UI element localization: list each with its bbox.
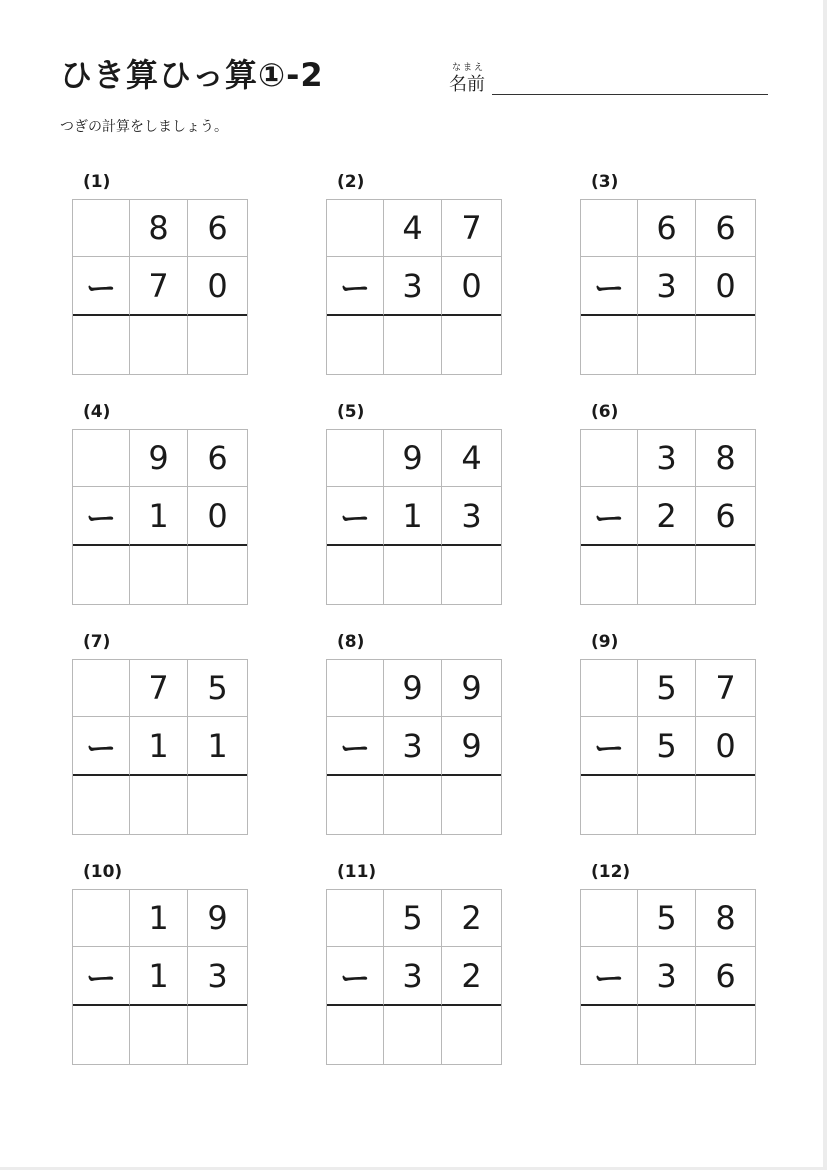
answer-cell[interactable] <box>696 776 755 834</box>
subtrahend-digit: 1 <box>130 947 188 1006</box>
calculation-grid <box>580 199 756 375</box>
answer-cell[interactable] <box>581 1006 638 1064</box>
calculation-grid <box>580 659 756 835</box>
minus-sign: ー <box>73 717 130 776</box>
answer-cell[interactable] <box>638 1006 696 1064</box>
problem-number: (1) <box>83 172 111 192</box>
subtrahend-digit: 1 <box>130 487 188 546</box>
subtrahend-digit: 3 <box>384 717 442 776</box>
answer-cell[interactable] <box>442 776 501 834</box>
empty-cell <box>581 200 638 257</box>
problem-number: (10) <box>83 862 123 882</box>
minuend-digit: 6 <box>188 200 247 257</box>
problem-11 <box>326 862 502 1072</box>
subtrahend-digit: 5 <box>638 717 696 776</box>
answer-cell[interactable] <box>130 1006 188 1064</box>
subtrahend-digit: 3 <box>442 487 501 546</box>
problem-8 <box>326 632 502 842</box>
minuend-digit: 9 <box>130 430 188 487</box>
minuend-digit: 5 <box>638 660 696 717</box>
problem-12 <box>580 862 756 1072</box>
page-edge-right <box>823 0 827 1170</box>
subtrahend-digit: 9 <box>442 717 501 776</box>
calculation-grid <box>326 889 502 1065</box>
empty-cell <box>327 430 384 487</box>
subtrahend-digit: 1 <box>384 487 442 546</box>
minuend-digit: 8 <box>696 890 755 947</box>
answer-cell[interactable] <box>188 776 247 834</box>
answer-cell[interactable] <box>384 776 442 834</box>
empty-cell <box>73 660 130 717</box>
calculation-grid <box>580 429 756 605</box>
subtrahend-digit: 2 <box>638 487 696 546</box>
minus-sign: ー <box>327 717 384 776</box>
instruction-text: つぎの計算をしましょう。 <box>60 119 228 135</box>
empty-cell <box>327 890 384 947</box>
answer-cell[interactable] <box>130 776 188 834</box>
minus-sign: ー <box>73 257 130 316</box>
problem-9 <box>580 632 756 842</box>
problem-10 <box>72 862 248 1072</box>
problem-number: (12) <box>591 862 631 882</box>
answer-cell[interactable] <box>73 316 130 374</box>
answer-cell[interactable] <box>696 546 755 604</box>
answer-cell[interactable] <box>188 316 247 374</box>
empty-cell <box>581 890 638 947</box>
subtrahend-digit: 3 <box>638 947 696 1006</box>
answer-cell[interactable] <box>73 1006 130 1064</box>
calculation-grid <box>72 199 248 375</box>
answer-cell[interactable] <box>384 546 442 604</box>
answer-cell[interactable] <box>442 546 501 604</box>
answer-cell[interactable] <box>188 1006 247 1064</box>
minuend-digit: 9 <box>384 430 442 487</box>
answer-cell[interactable] <box>327 776 384 834</box>
empty-cell <box>327 660 384 717</box>
name-field[interactable] <box>492 94 768 95</box>
problem-number: (9) <box>591 632 619 652</box>
empty-cell <box>73 890 130 947</box>
answer-cell[interactable] <box>327 546 384 604</box>
problem-number: (3) <box>591 172 619 192</box>
answer-cell[interactable] <box>581 546 638 604</box>
minuend-digit: 4 <box>384 200 442 257</box>
problem-7 <box>72 632 248 842</box>
worksheet-title: ひき算ひっ算①-2 <box>60 56 324 94</box>
calculation-grid <box>72 659 248 835</box>
minuend-digit: 7 <box>130 660 188 717</box>
empty-cell <box>327 200 384 257</box>
answer-cell[interactable] <box>384 316 442 374</box>
minus-sign: ー <box>581 487 638 546</box>
minus-sign: ー <box>327 947 384 1006</box>
minuend-digit: 7 <box>696 660 755 717</box>
minus-sign: ー <box>581 257 638 316</box>
answer-cell[interactable] <box>638 316 696 374</box>
problem-number: (11) <box>337 862 377 882</box>
problem-4 <box>72 402 248 612</box>
answer-cell[interactable] <box>327 316 384 374</box>
minuend-digit: 9 <box>188 890 247 947</box>
subtrahend-digit: 0 <box>188 257 247 316</box>
answer-cell[interactable] <box>327 1006 384 1064</box>
subtrahend-digit: 3 <box>384 257 442 316</box>
problem-2 <box>326 172 502 382</box>
minuend-digit: 2 <box>442 890 501 947</box>
minus-sign: ー <box>327 257 384 316</box>
subtrahend-digit: 2 <box>442 947 501 1006</box>
empty-cell <box>73 200 130 257</box>
answer-cell[interactable] <box>188 546 247 604</box>
problem-6 <box>580 402 756 612</box>
empty-cell <box>581 660 638 717</box>
subtrahend-digit: 0 <box>442 257 501 316</box>
empty-cell <box>581 430 638 487</box>
answer-cell[interactable] <box>442 316 501 374</box>
problem-number: (7) <box>83 632 111 652</box>
minuend-digit: 8 <box>130 200 188 257</box>
subtrahend-digit: 3 <box>188 947 247 1006</box>
calculation-grid <box>326 659 502 835</box>
minuend-digit: 9 <box>442 660 501 717</box>
answer-cell[interactable] <box>581 776 638 834</box>
minuend-digit: 9 <box>384 660 442 717</box>
subtrahend-digit: 6 <box>696 947 755 1006</box>
minuend-digit: 8 <box>696 430 755 487</box>
subtrahend-digit: 1 <box>188 717 247 776</box>
name-furigana: なまえ <box>452 63 486 73</box>
subtrahend-digit: 0 <box>696 717 755 776</box>
answer-cell[interactable] <box>696 1006 755 1064</box>
calculation-grid <box>580 889 756 1065</box>
subtrahend-digit: 7 <box>130 257 188 316</box>
answer-cell[interactable] <box>384 1006 442 1064</box>
problem-number: (2) <box>337 172 365 192</box>
answer-cell[interactable] <box>638 546 696 604</box>
name-label: 名前 <box>449 74 485 95</box>
answer-cell[interactable] <box>73 546 130 604</box>
minus-sign: ー <box>73 947 130 1006</box>
calculation-grid <box>72 429 248 605</box>
subtrahend-digit: 6 <box>696 487 755 546</box>
name-area <box>449 60 769 100</box>
minuend-digit: 4 <box>442 430 501 487</box>
minuend-digit: 7 <box>442 200 501 257</box>
answer-cell[interactable] <box>73 776 130 834</box>
problem-3 <box>580 172 756 382</box>
problem-number: (4) <box>83 402 111 422</box>
answer-cell[interactable] <box>638 776 696 834</box>
minuend-digit: 6 <box>696 200 755 257</box>
problem-number: (8) <box>337 632 365 652</box>
subtrahend-digit: 3 <box>384 947 442 1006</box>
calculation-grid <box>326 429 502 605</box>
minuend-digit: 5 <box>188 660 247 717</box>
answer-cell[interactable] <box>581 316 638 374</box>
minus-sign: ー <box>327 487 384 546</box>
minuend-digit: 3 <box>638 430 696 487</box>
minuend-digit: 1 <box>130 890 188 947</box>
minus-sign: ー <box>581 947 638 1006</box>
problem-number: (6) <box>591 402 619 422</box>
calculation-grid <box>72 889 248 1065</box>
calculation-grid <box>326 199 502 375</box>
answer-cell[interactable] <box>130 546 188 604</box>
problem-1 <box>72 172 248 382</box>
minuend-digit: 6 <box>188 430 247 487</box>
minuend-digit: 5 <box>638 890 696 947</box>
subtrahend-digit: 3 <box>638 257 696 316</box>
subtrahend-digit: 0 <box>696 257 755 316</box>
empty-cell <box>73 430 130 487</box>
answer-cell[interactable] <box>696 316 755 374</box>
problem-number: (5) <box>337 402 365 422</box>
minuend-digit: 5 <box>384 890 442 947</box>
subtrahend-digit: 0 <box>188 487 247 546</box>
minus-sign: ー <box>581 717 638 776</box>
subtrahend-digit: 1 <box>130 717 188 776</box>
minus-sign: ー <box>73 487 130 546</box>
answer-cell[interactable] <box>442 1006 501 1064</box>
problem-5 <box>326 402 502 612</box>
minuend-digit: 6 <box>638 200 696 257</box>
answer-cell[interactable] <box>130 316 188 374</box>
